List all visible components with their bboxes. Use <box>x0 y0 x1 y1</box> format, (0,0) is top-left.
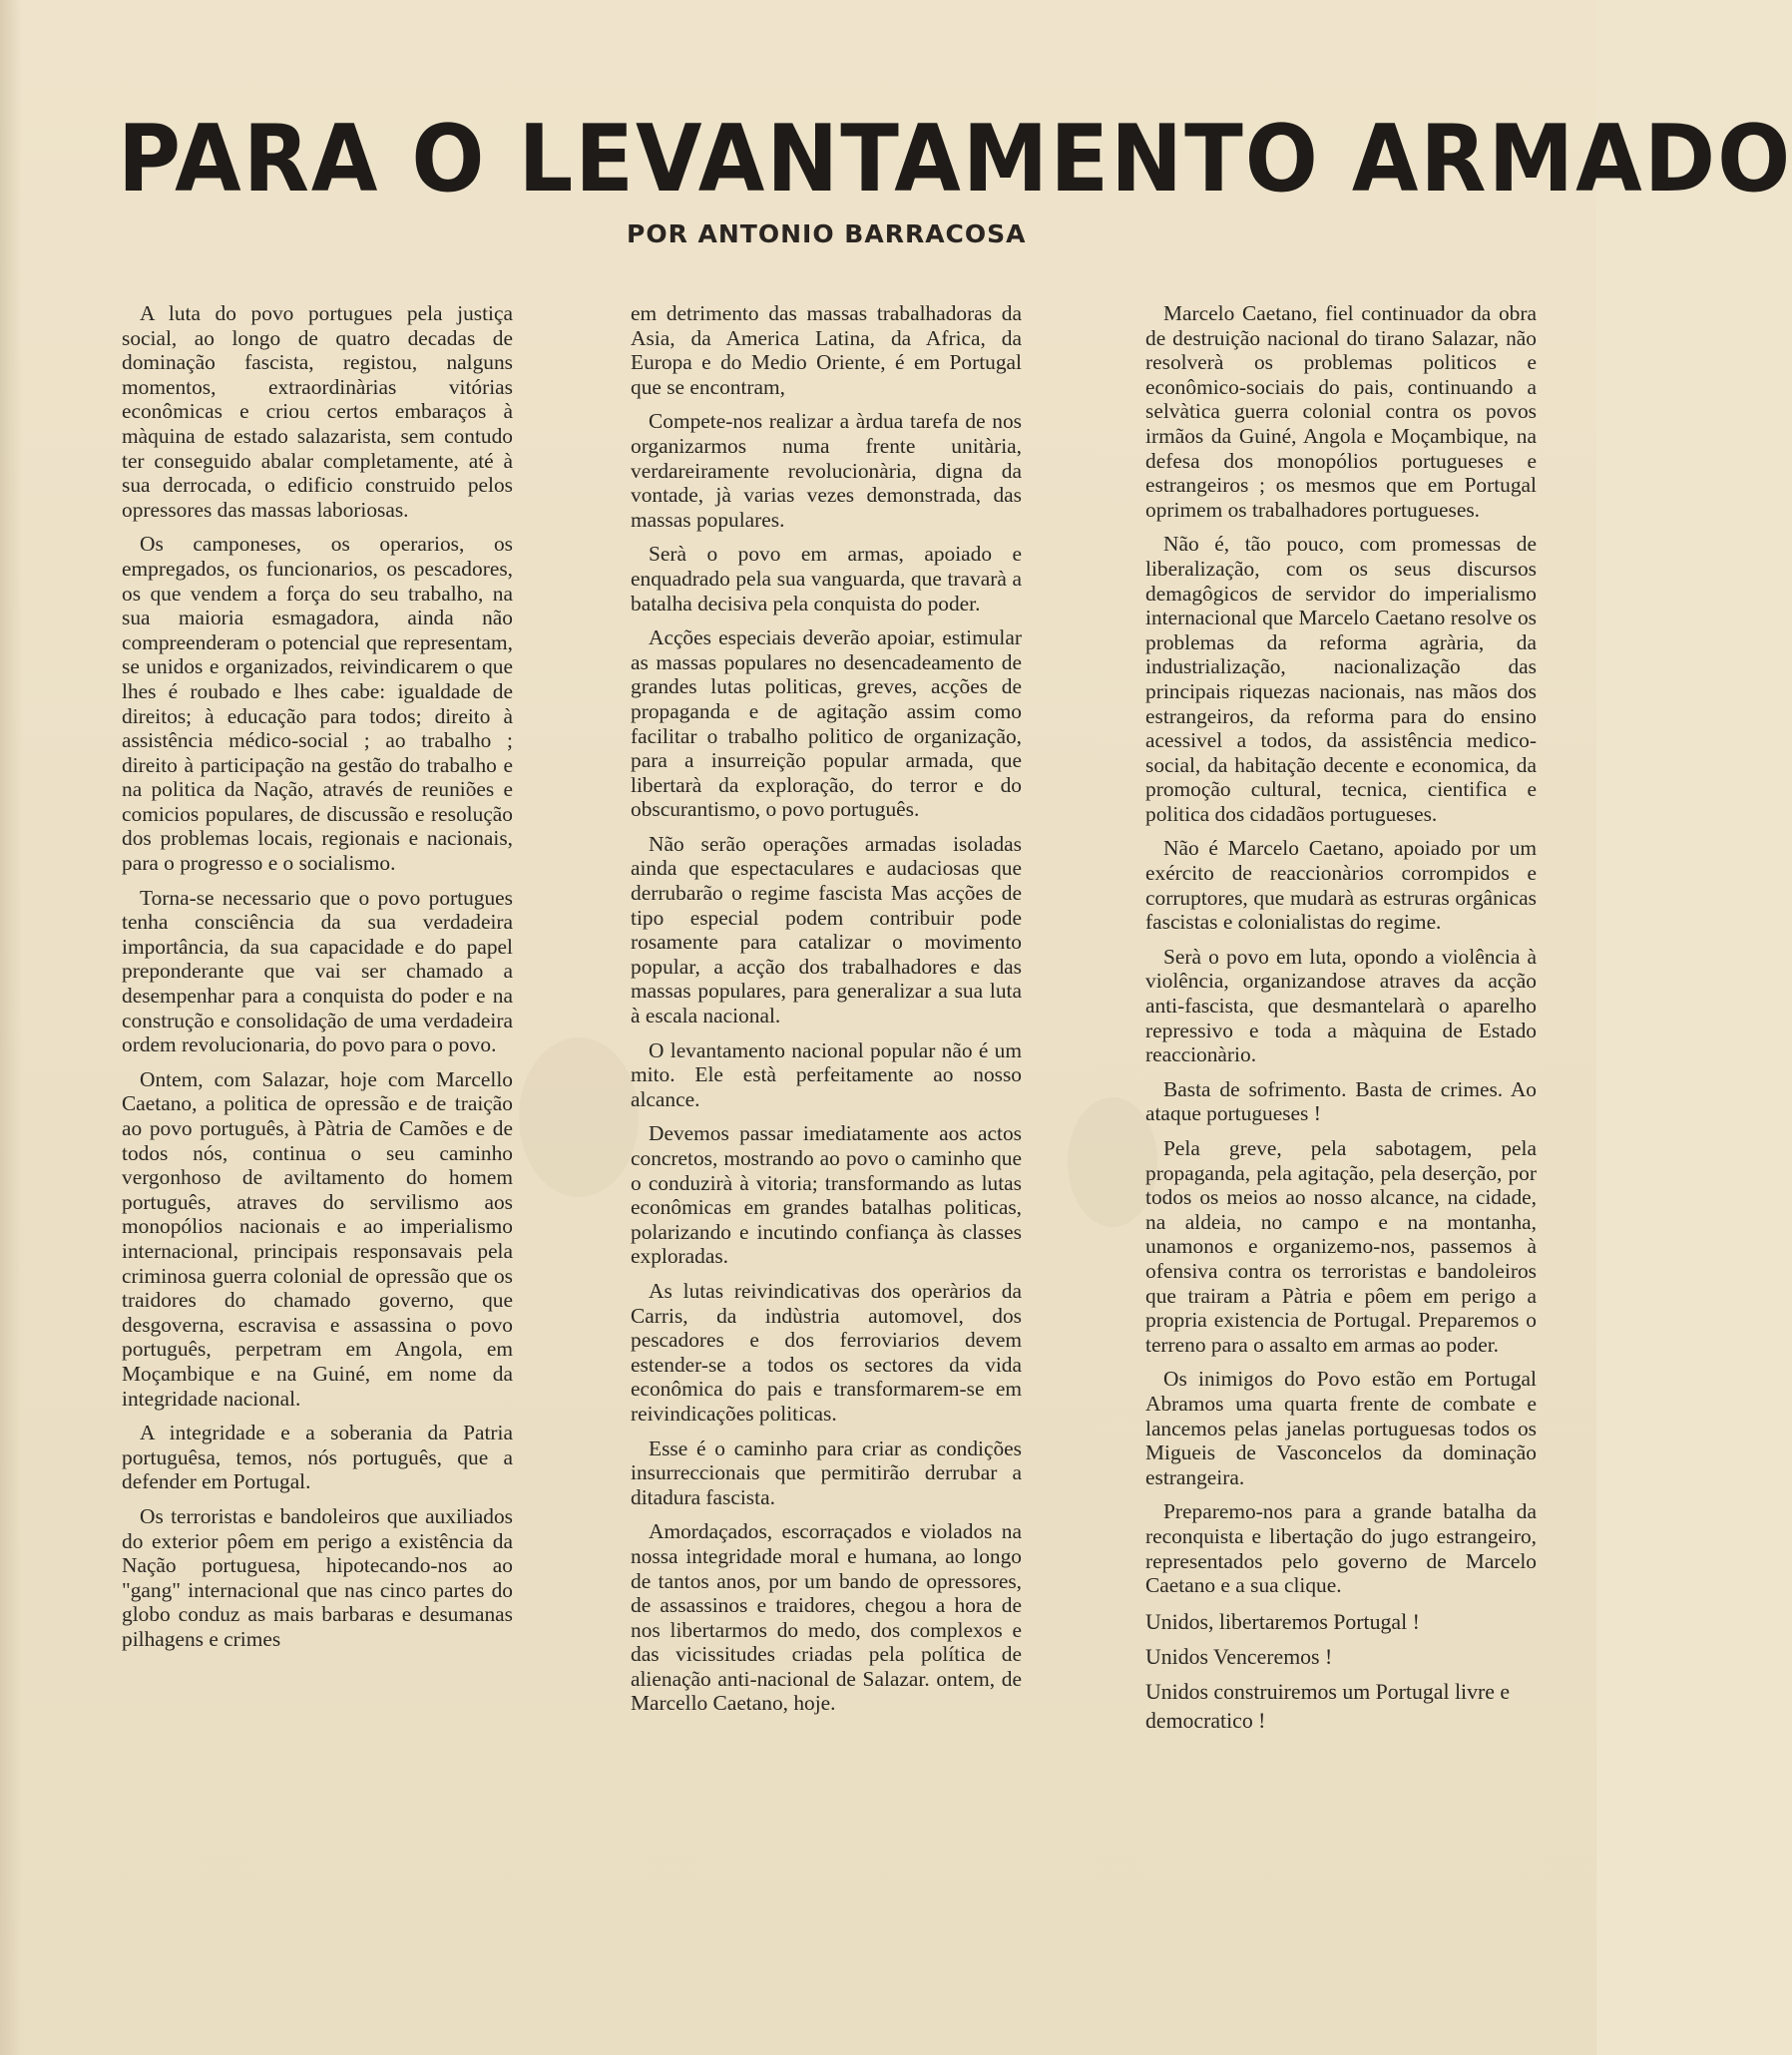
paragraph: Não serão operações armadas isoladas ainda que espectaculares e audaciosas que derrubarão o regime fascista Mas acções de tipo especial podem contribuir pode rosamente para catalizar o movimento popular, a acção dos trabalhadores e das massas populares, para generalizar a sua luta à escala nacional. <box>631 831 1022 1028</box>
paragraph: Os terroristas e bandoleiros que auxiliados do exterior pôem em perigo a existência da Nação portuguesa, hipotecando-nos ao "gang" internacional que nas cinco partes do globo conduz as mais barbaras e desumanas pilhagens e crimes <box>122 1503 513 1651</box>
paragraph: Pela greve, pela sabotagem, pela propaganda, pela agitação, pela deserção, por todos os meios ao nosso alcance, na cidade, na aldeia, no campo e na montanha, unamonos e organizemo-nos, passemos à ofensiva contra os terroristas e bandoleiros que trairam a Pàtria e pôem em perigo a propria existencia de Portugal. Preparemos o terreno para o assalto em armas ao poder. <box>1145 1136 1537 1357</box>
paragraph: Marcelo Caetano, fiel continuador da obra de destruição nacional do tirano Salazar, não resolverà os problemas politicos e econômico-sociais do pais, continuando a selvàtica guerra colonial contra os povos irmãos da Guiné, Angola e Moçambique, na defesa dos monopólios portugueses e estrangeiros ; os mesmos que em Portugal oprimem os trabalhadores portugueses. <box>1145 301 1537 522</box>
paragraph: em detrimento das massas trabalhadoras da Asia, da America Latina, da Africa, da Europa e do Medio Oriente, é em Portugal que se encontram, <box>631 301 1022 399</box>
paragraph: Compete-nos realizar a àrdua tarefa de nos organizarmos numa frente unitària, verdareiramente revolucionària, digna da vontade, jà varias vezes demonstrada, das massas populares. <box>631 409 1022 532</box>
paragraph: Acções especiais deverão apoiar, estimular as massas populares no desencadeamento de grandes lutas politicas, greves, acções de propaganda e de agitação assim como facilitar o trabalho politico de organização, para a insurreição popular armada, que libertarà da exploração, do terror e do obscurantismo, o povo português. <box>631 625 1022 822</box>
article-column-2 <box>631 301 1022 1987</box>
closing-slogan: Unidos, libertaremos Portugal ! <box>1145 1609 1420 1634</box>
paragraph: A luta do povo portugues pela justiça social, ao longo de quatro decadas de dominação fascista, registou, nalguns momentos, extraordinàrias vitórias econômicas e criou certos embaraços à màquina de estado salazarista, sem contudo ter conseguido abalar completamente, até à sua derrocada, o edificio construido pelos opressores das massas laboriosas. <box>122 301 513 522</box>
closing-slogan: Unidos Venceremos ! <box>1145 1644 1333 1669</box>
article-column-1 <box>122 301 513 1987</box>
paragraph: Amordaçados, escorraçados e violados na nossa integridade moral e humana, ao longo de tantos anos, por um bando de opressores, de assassinos e traidores, chegou a hora de nos libertarmos do medo, dos complexos e das vicissitudes criadas pela política de alienação anti-nacional de Salazar. ontem, de Marcello Caetano, hoje. <box>631 1519 1022 1716</box>
paragraph: As lutas reivindicativas dos operàrios da Carris, da indùstria automovel, dos pescadores e dos ferroviarios devem estender-se a todos os sectores da vida econômica do pais e transformarem-se em reivindicações politicas. <box>631 1278 1022 1426</box>
paragraph: Serà o povo em luta, opondo a violência à violência, organizandose atraves da acção anti-fascista, que desmantelarà o aparelho repressivo e toda a màquina de Estado reaccionàrio. <box>1145 944 1537 1067</box>
paragraph: Esse é o caminho para criar as condições insurreccionais que permitirão derrubar a ditadura fascista. <box>631 1436 1022 1509</box>
paper-stain <box>1068 1097 1157 1227</box>
closing-slogan: Unidos construiremos um Portugal livre e democratico ! <box>1145 1679 1511 1733</box>
paragraph: O levantamento nacional popular não é um mito. Ele està perfeitamente ao nosso alcance. <box>631 1037 1022 1111</box>
paragraph: Preparemo-nos para a grande batalha da reconquista e libertação do jugo estrangeiro, representados pelo governo de Marcelo Caetano e a sua clique. <box>1145 1499 1537 1598</box>
paragraph: Devemos passar imediatamente aos actos concretos, mostrando ao povo o caminho que o conduzirà à vitoria; transformando as lutas econômicas em grandes batalhas politicas, polarizando e incutindo confiança às classes exploradas. <box>631 1121 1022 1269</box>
paragraph: Os camponeses, os operarios, os empregados, os funcionarios, os pescadores, os que vendem a força do seu trabalho, na sua maioria esmagadora, ainda não compreenderam o potencial que representam, se unidos e organizados, reivindicarem o que lhes é roubado e lhes cabe: igualdade de direitos; à educação para todos; direito à assistência médico-social ; ao trabalho ; direito à participação na gestão do trabalho e na politica da Nação, através de reuniões e comicios populares, de discussão e resolução dos problemas locais, regionais e nacionais, para o progresso e o socialismo. <box>122 532 513 876</box>
paragraph: Basta de sofrimento. Basta de crimes. Ao ataque portugueses ! <box>1145 1076 1537 1126</box>
paper-stain <box>519 1037 639 1197</box>
page-edge-shadow <box>0 0 22 2055</box>
paragraph: Os inimigos do Povo estão em Portugal Abramos uma quarta frente de combate e lancemos pelas janelas portuguesas todos os Migueis de Vasconcelos da dominação estrangeira. <box>1145 1367 1537 1489</box>
article-column-3 <box>1145 301 1537 1987</box>
article-headline: PARA O LEVANTAMENTO ARMADO <box>118 105 1792 213</box>
paragraph: Torna-se necessario que o povo portugues tenha consciência da sua verdadeira importância, da sua capacidade e do papel preponderante que vai ser chamado a desempenhar para a conquista do poder e na construção e consolidação de uma verdadeira ordem revolucionaria, do povo para o povo. <box>122 885 513 1057</box>
paragraph: Ontem, com Salazar, hoje com Marcello Caetano, a politica de opressão e de traição ao povo português, à Pàtria de Camões e de todos nós, continua o seu caminho vergonhoso de aviltamento do homem português, atraves do servilismo aos monopólios nacionais e ao imperialismo internacional, principais responsavais pela criminosa guerra colonial de opressão que os traidores do chamado governo, que desgoverna, escravisa e assassina o povo português, perpetram em Angola, em Moçambique e na Guiné, em nome da integridade nacional. <box>122 1066 513 1411</box>
paragraph: Não é Marcelo Caetano, apoiado por um exército de reaccionàrios corrompidos e corruptores, que mudarà as estruras orgânicas fascistas e colonialistas do regime. <box>1145 836 1537 935</box>
paragraph: Não é, tão pouco, com promessas de liberalização, com os seus discursos demagôgicos de servidor do imperialismo internacional que Marcelo Caetano resolve os problemas da reforma agrària, da industrialização, nacionalização das principais riquezas nacionais, nas mãos dos estrangeiros, da reforma para do ensino acessivel a todos, da assistência medico-social, da habitação decente e economica, da promoção cultural, tecnica, cientifica e politica dos cidadãos portugueses. <box>1145 532 1537 826</box>
paragraph: Serà o povo em armas, apoiado e enquadrado pela sua vanguarda, que travarà a batalha decisiva pela conquista do poder. <box>631 542 1022 616</box>
article-byline: POR ANTONIO BARRACOSA <box>627 219 1027 248</box>
paragraph: A integridade e a soberania da Patria portuguêsa, temos, nós português, que a defender em Portugal. <box>122 1421 513 1494</box>
